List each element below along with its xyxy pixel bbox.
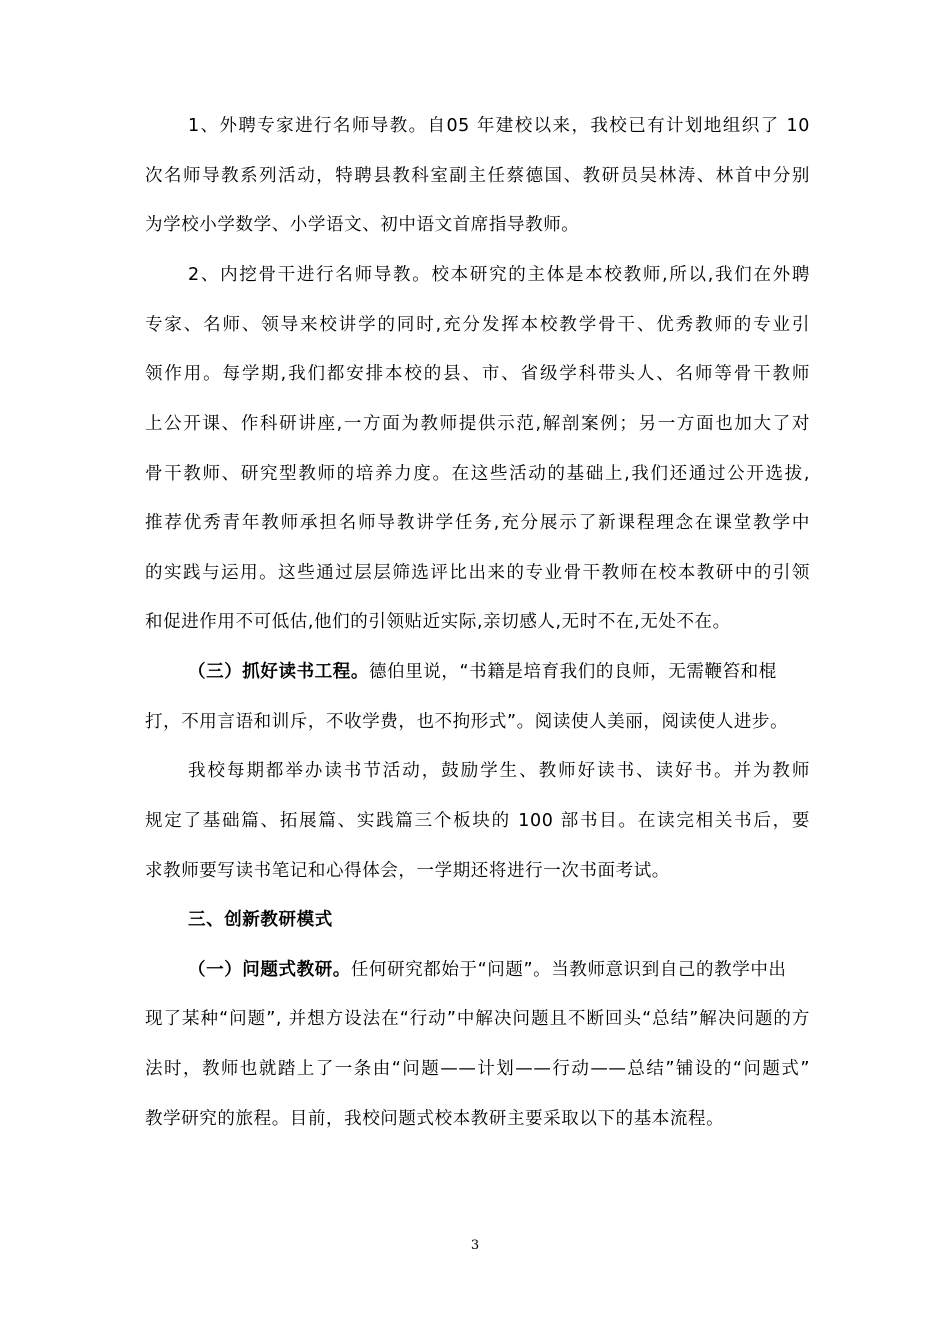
- paragraph-line: 现了某种“问题”, 并想方设法在“行动”中解决问题且不断回头“总结”解决问题的方: [145, 1009, 810, 1029]
- paragraph-line: [188, 659, 810, 685]
- section-heading: （一）问题式教研。: [188, 960, 351, 980]
- section-heading: （三）抓好读书工程。: [188, 662, 369, 682]
- paragraph-line: 打，不用言语和训斥，不收学费，也不拘形式”。阅读使人美丽，阅读使人进步。: [145, 712, 789, 732]
- paragraph-line: 次名师导教系列活动，特聘县教科室副主任蔡德国、教研员吴林涛、林首中分别: [145, 166, 810, 186]
- paragraph-line: 我校每期都举办读书节活动，鼓励学生、教师好读书、读好书。并为教师: [188, 761, 810, 781]
- paragraph-line: [188, 957, 810, 983]
- paragraph-line: 上公开课、作科研讲座,一方面为教师提供示范,解剖案例；另一方面也加大了对: [145, 414, 810, 434]
- paragraph-line: 和促进作用不可低估,他们的引领贴近实际,亲切感人,无时不在,无处不在。: [145, 612, 731, 632]
- paragraph-text: 任何研究都始于“问题”。当教师意识到自己的教学中出: [350, 960, 787, 980]
- paragraph-line: 专家、名师、领导来校讲学的同时,充分发挥本校教学骨干、优秀教师的专业引: [145, 315, 810, 335]
- paragraph-line: 骨干教师、研究型教师的培养力度。在这些活动的基础上,我们还通过公开选拔,: [145, 464, 810, 484]
- paragraph-line: 法时，教师也就踏上了一条由“问题——计划——行动——总结”铺设的“问题式”: [145, 1059, 810, 1079]
- paragraph-line: 领作用。每学期,我们都安排本校的县、市、省级学科带头人、名师等骨干教师: [145, 364, 810, 384]
- chapter-heading: 三、创新教研模式: [188, 910, 333, 930]
- paragraph-line: 规定了基础篇、拓展篇、实践篇三个板块的 100 部书目。在读完相关书后，要: [145, 811, 810, 831]
- paragraph-line: 的实践与运用。这些通过层层筛选评比出来的专业骨干教师在校本教研中的引领: [145, 563, 810, 583]
- paragraph-line: 求教师要写读书笔记和心得体会，一学期还将进行一次书面考试。: [145, 861, 670, 881]
- paragraph-line: 为学校小学数学、小学语文、初中语文首席指导教师。: [145, 215, 580, 235]
- paragraph-line: 1、外聘专家进行名师导教。自05 年建校以来，我校已有计划地组织了 10: [188, 116, 810, 136]
- page-number: 3: [470, 1238, 480, 1253]
- paragraph-line: 推荐优秀青年教师承担名师导教讲学任务,充分展示了新课程理念在课堂教学中: [145, 513, 810, 533]
- paragraph-line: 教学研究的旅程。目前，我校问题式校本教研主要采取以下的基本流程。: [145, 1109, 725, 1129]
- paragraph-line: 2、内挖骨干进行名师导教。校本研究的主体是本校教师,所以,我们在外聘: [188, 265, 810, 285]
- paragraph-text: 德伯里说，“书籍是培育我们的良师，无需鞭笞和棍: [369, 662, 777, 682]
